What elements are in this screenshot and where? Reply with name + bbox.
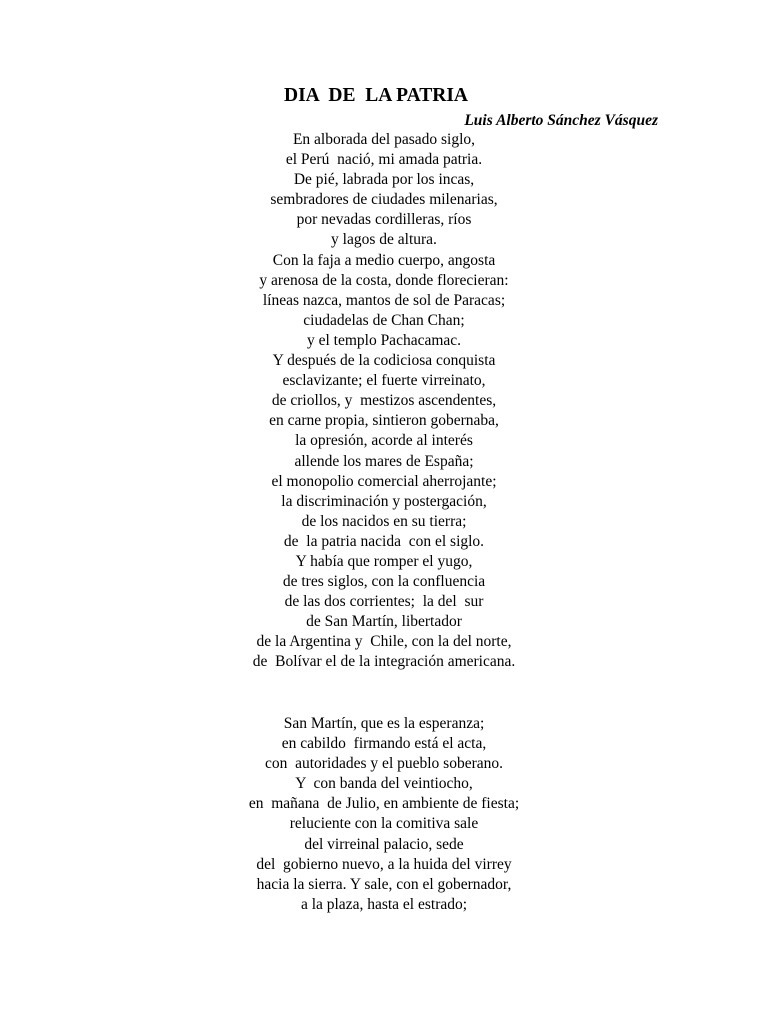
poem-line: sembradores de ciudades milenarias, [270, 191, 498, 209]
poem-line: ciudadelas de Chan Chan; [303, 311, 465, 329]
poem-line: allende los mares de España; [294, 452, 474, 470]
poem-line: y lagos de altura. [331, 231, 437, 249]
poem-line: y el templo Pachacamac. [306, 331, 462, 349]
poem-line: del gobierno nuevo, a la huida del virrey [256, 855, 512, 873]
poem-line: por nevadas cordilleras, ríos [296, 211, 472, 229]
poem-line: Con la faja a medio cuerpo, angosta [272, 251, 496, 269]
poem-line: esclavizante; el fuerte virreinato, [282, 372, 486, 390]
poem-line: la opresión, acorde al interés [295, 432, 473, 450]
poem-line: en mañana de Julio, en ambiente de fiesta; [248, 795, 520, 813]
poem-line: San Martín, que es la esperanza; [283, 715, 485, 732]
poem-line: Y con banda del veintiocho, [295, 775, 473, 793]
poem-line: En alborada del pasado siglo, [292, 131, 476, 148]
poem-line: De pié, labrada por los incas, [293, 171, 475, 189]
poem-line: de los nacidos en su tierra; [301, 512, 467, 530]
poem-line: de tres siglos, con la confluencia [282, 573, 486, 591]
poem-line: del virreinal palacio, sede [304, 835, 464, 853]
poem-line: líneas nazca, mantos de sol de Paracas; [262, 291, 506, 309]
poem-line: a la plaza, hasta el estrado; [300, 895, 468, 913]
poem-line: en cabildo firmando está el acta, [281, 735, 487, 753]
poem-line: y arenosa de la costa, donde florecieran: [259, 271, 509, 289]
poem-line: con autoridades y el pueblo soberano. [264, 755, 504, 773]
poem-line: reluciente con la comitiva sale [289, 815, 479, 833]
poem-line: hacia la sierra. Y sale, con el gobernador, [256, 875, 512, 893]
poem-line: de criollos, y mestizos ascendentes, [271, 392, 497, 410]
poem-line: el Perú nació, mi amada patria. [285, 151, 483, 169]
poem-line: en carne propia, sintieron gobernaba, [269, 412, 499, 430]
poem-line: de la patria nacida con el siglo. [283, 532, 485, 550]
poem-stanza-1 [184, 130, 584, 673]
poem-line: Y había que romper el yugo, [295, 552, 473, 570]
poem-author: Luis Alberto Sánchez Vásquez [464, 112, 658, 129]
poem-line: el monopolio comercial aherrojante; [271, 472, 497, 490]
poem-line: de Bolívar el de la integración americana. [252, 653, 516, 671]
poem-stanza-2 [184, 714, 584, 915]
poem-line: la discriminación y postergación, [281, 492, 487, 510]
poem-line: Y después de la codiciosa conquista [272, 352, 496, 370]
poem-line: de la Argentina y Chile, con la del norte, [256, 633, 512, 651]
poem-line: de San Martín, libertador [306, 613, 462, 631]
poem-title: DIA DE LA PATRIA [284, 85, 469, 106]
poem-line: de las dos corrientes; la del sur [284, 593, 484, 611]
